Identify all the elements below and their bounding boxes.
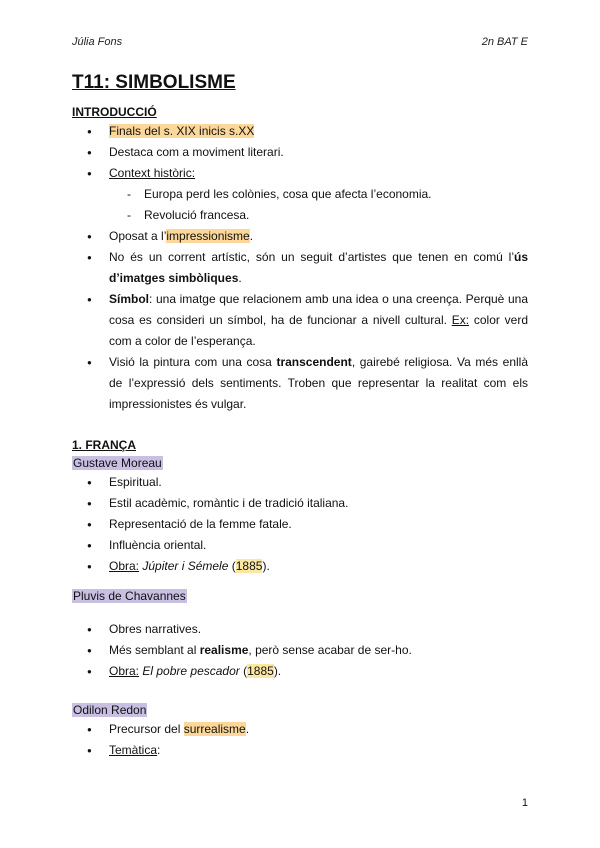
artist-heading-redon: Odilon Redon — [73, 703, 147, 717]
list-item: ● Símbol: una imatge que relacionem amb una idea o una creença. Perquè una cosa es consideri un símbol, ha de funcionar a nivell cultural. Ex: color verd com a color de l’esperança. — [72, 289, 528, 352]
list-item: ● Espiritual. — [72, 472, 528, 493]
redon-list — [72, 719, 528, 761]
list-item: ● Context històric: - Europa perd les colònies, cosa que afecta l’economia. - Revolució francesa. — [72, 163, 528, 226]
sub-list-item: - Europa perd les colònies, cosa que afecta l’economia. — [72, 184, 528, 205]
section-heading-france: 1. FRANÇA — [72, 438, 137, 452]
list-item: ● Obra: El pobre pescador (1885). — [72, 661, 528, 682]
list-item: ● Més semblant al realisme, però sense acabar de ser-ho. — [72, 640, 528, 661]
sub-list — [72, 184, 528, 226]
list-item: ● Finals del s. XIX inicis s.XX — [72, 121, 528, 142]
moreau-list — [72, 472, 528, 577]
page-number: 1 — [521, 797, 528, 809]
list-item: ● Influència oriental. — [72, 535, 528, 556]
header-class: 2n BAT E — [481, 36, 528, 48]
intro-list — [72, 121, 528, 415]
page-title: T11: SIMBOLISME — [72, 72, 236, 93]
list-item: ● Obres narratives. — [72, 619, 528, 640]
chavannes-list — [72, 619, 528, 682]
header-author: Júlia Fons — [72, 36, 123, 48]
document-body — [72, 71, 528, 761]
list-item: ● Precursor del surrealisme. — [72, 719, 528, 740]
list-item: ● Estil acadèmic, romàntic i de tradició italiana. — [72, 493, 528, 514]
section-heading-intro: INTRODUCCIÓ — [72, 105, 157, 119]
list-item: ● Destaca com a moviment literari. — [72, 142, 528, 163]
list-item: ● Representació de la femme fatale. — [72, 514, 528, 535]
artist-heading-moreau: Gustave Moreau — [73, 456, 162, 470]
list-item: ● Temàtica: — [72, 740, 528, 761]
list-item: ● Visió la pintura com una cosa transcendent, gairebé religiosa. Va més enllà de l’expressió dels sentiments. Troben que representar la realitat com els impressionistes és vulgar. — [72, 352, 528, 415]
artist-heading-chavannes: Pluvis de Chavannes — [73, 589, 186, 603]
list-item: ● Obra: Júpiter i Sémele (1885). — [72, 556, 528, 577]
list-item: ● No és un corrent artístic, són un seguit d’artistes que tenen en comú l’ús d’imatges simbòliques. — [72, 247, 528, 289]
list-item: ● Oposat a l’impressionisme. — [72, 226, 528, 247]
sub-list-item: - Revolució francesa. — [72, 205, 528, 226]
